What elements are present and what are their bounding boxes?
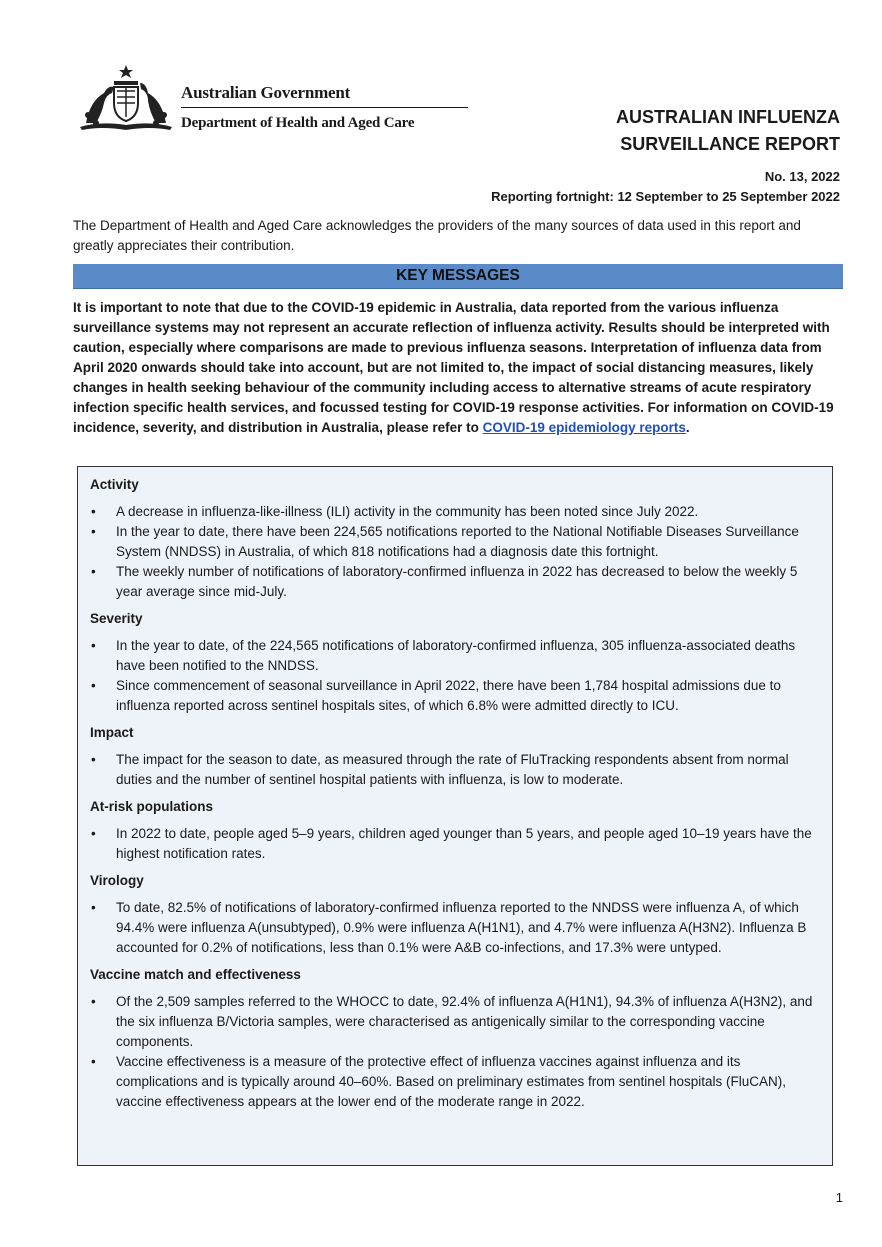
bullet-item	[90, 502, 820, 522]
bullet-item	[90, 522, 820, 562]
bullet-list	[90, 824, 820, 864]
bullet-icon: •	[91, 638, 96, 653]
acknowledgement-text: The Department of Health and Aged Care acknowledges the providers of the many sources of data used in this report and greatly appreciates their contribution.	[73, 218, 801, 253]
reporting-fortnight: Reporting fortnight: 12 September to 25 September 2022	[491, 189, 840, 204]
report-title-line1: AUSTRALIAN INFLUENZA	[616, 107, 840, 127]
logo-divider	[181, 107, 468, 108]
bullet-icon: •	[91, 1054, 96, 1069]
bullet-text: In 2022 to date, people aged 5–9 years, children aged younger than 5 years, and people aged 10–19 years have the highest notification rates.	[116, 826, 812, 861]
bullet-icon: •	[91, 564, 96, 579]
government-logo-text	[181, 82, 468, 133]
coat-of-arms-icon	[76, 63, 176, 135]
section-title: Vaccine match and effectiveness	[90, 967, 301, 982]
bullet-list	[90, 750, 820, 790]
section-title: At-risk populations	[90, 799, 214, 814]
section-title: Virology	[90, 873, 144, 888]
bullet-icon: •	[91, 752, 96, 767]
bullet-item	[90, 636, 820, 676]
page-number: 1	[835, 1190, 843, 1205]
report-title-line2: SURVEILLANCE REPORT	[620, 134, 840, 154]
section-title: Severity	[90, 611, 143, 626]
bullet-item	[90, 676, 820, 716]
key-messages-box	[77, 466, 833, 1166]
bullet-text: Since commencement of seasonal surveillance in April 2022, there have been 1,784 hospital admissions due to influenza reported across sentinel hospitals sites, of which 6.8% were admitted directly to ICU.	[116, 678, 781, 713]
report-number: No. 13, 2022	[764, 169, 840, 184]
key-messages-banner: KEY MESSAGES	[73, 264, 843, 289]
bullet-list	[90, 636, 820, 716]
bullet-item	[90, 898, 820, 958]
bullet-text: In the year to date, of the 224,565 notifications of laboratory-confirmed influenza, 305 influenza-associated deaths have been notified to the NNDSS.	[116, 638, 796, 673]
covid-caveat-text: It is important to note that due to the COVID-19 epidemic in Australia, data reported from the various influenza surveillance systems may not represent an accurate reflection of influenza activity. Results should be interpreted with caution, especially where comparisons are made to previous influenza seasons. Interpretation of influenza data from April 2020 onwards should take into account, but are not limited to, the impact of social distancing measures, likely changes in health seeking behaviour of the community including access to alternative streams of acute respiratory infection specific health services, and focussed testing for COVID-19 response activities. For information on COVID-19 incidence, severity, and distribution in Australia, please refer to	[73, 300, 834, 435]
bullet-icon: •	[91, 900, 96, 915]
bullet-list	[90, 502, 820, 602]
department-name: Department of Health and Aged Care	[181, 115, 415, 131]
bullet-icon: •	[91, 678, 96, 693]
bullet-icon: •	[91, 994, 96, 1009]
bullet-text: The impact for the season to date, as measured through the rate of FluTracking respondents absent from normal duties and the number of sentinel hospital patients with influenza, is low to moderate.	[116, 752, 789, 787]
bullet-text: In the year to date, there have been 224,565 notifications reported to the National Notifiable Diseases Surveillance System (NNDSS) in Australia, of which 818 notifications had a diagnosis date this fortnight.	[116, 524, 799, 559]
bullet-item	[90, 562, 820, 602]
covid-caveat-paragraph	[73, 298, 843, 438]
bullet-item	[90, 992, 820, 1052]
bullet-icon: •	[91, 524, 96, 539]
section-title: Activity	[90, 477, 139, 492]
bullet-list	[90, 898, 820, 958]
bullet-text: A decrease in influenza-like-illness (ILI) activity in the community has been noted since July 2022.	[116, 504, 699, 519]
bullet-item	[90, 824, 820, 864]
bullet-item	[90, 1052, 820, 1112]
bullet-item	[90, 750, 820, 790]
bullet-text: Of the 2,509 samples referred to the WHOCC to date, 92.4% of influenza A(H1N1), 94.3% of influenza A(H3N2), and the six influenza B/Victoria samples, were characterised as antigenically similar to the corresponding vaccine components.	[116, 994, 813, 1049]
bullet-text: Vaccine effectiveness is a measure of the protective effect of influenza vaccines against influenza and its complications and is typically around 40–60%. Based on preliminary estimates from sentinel hospitals (FluCAN), vaccine effectiveness appears at the lower end of the moderate range in 2022.	[116, 1054, 787, 1109]
bullet-text: To date, 82.5% of notifications of laboratory-confirmed influenza reported to the NNDSS were influenza A, of which 94.4% were influenza A(unsubtyped), 0.9% were influenza A(H1N1), and 4.7% were influenza A(H3N2). Influenza B accounted for 0.2% of notifications, less than 0.1% were A&B co-infections, and 17.3% were untyped.	[116, 900, 807, 955]
bullet-icon: •	[91, 826, 96, 841]
government-name: Australian Government	[181, 83, 351, 102]
section-title: Impact	[90, 725, 134, 740]
covid-epidemiology-reports-link[interactable]: COVID-19 epidemiology reports	[482, 420, 686, 435]
bullet-list	[90, 992, 820, 1112]
covid-caveat-end: .	[685, 420, 690, 435]
report-title	[616, 104, 840, 158]
bullet-icon: •	[91, 504, 96, 519]
bullet-text: The weekly number of notifications of laboratory-confirmed influenza in 2022 has decreased to below the weekly 5 year average since mid-July.	[116, 564, 798, 599]
